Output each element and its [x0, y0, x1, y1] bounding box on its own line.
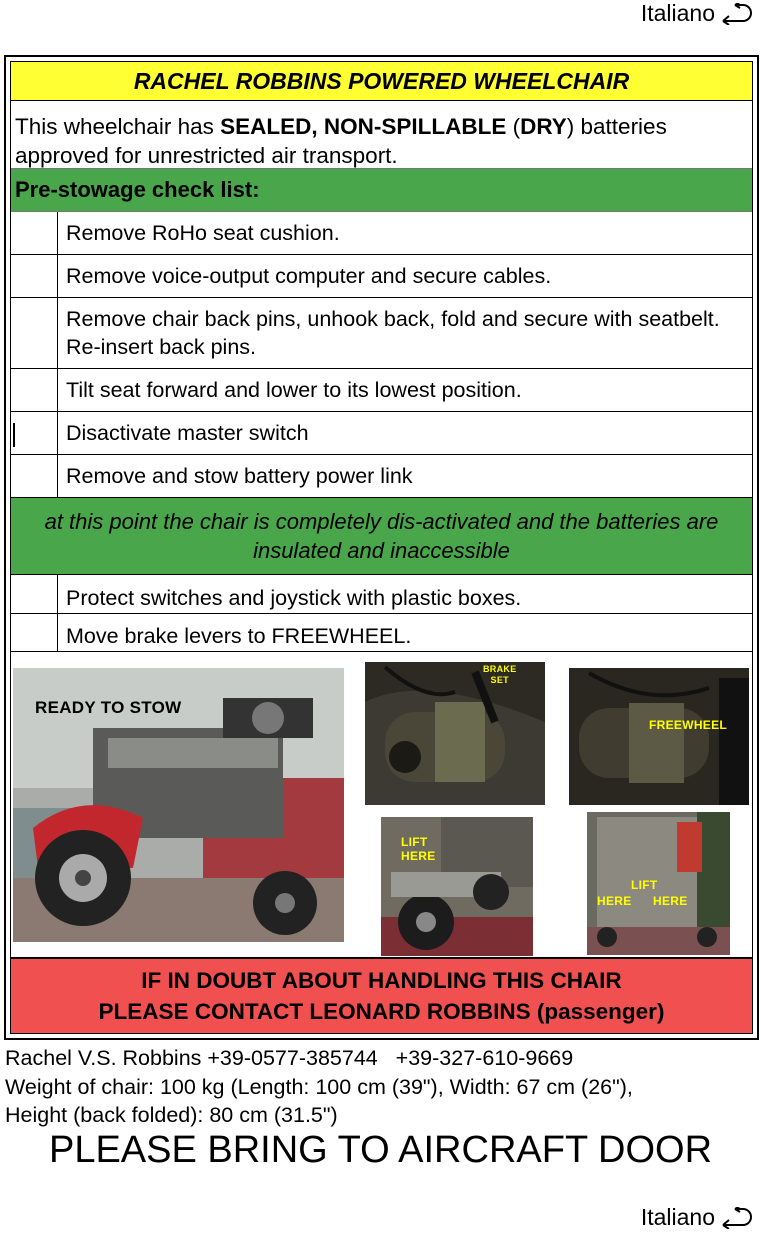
battery-intro	[11, 101, 752, 168]
set-label-line: SET	[490, 675, 509, 685]
deactivated-note: at this point the chair is completely dis-activated and the batteries are insulated and inaccessible	[11, 498, 752, 575]
brake-set-photo	[365, 662, 545, 805]
checklist-item-text: Remove chair back pins, unhook back, fold and secure with seatbelt. Re-insert back pins.	[66, 307, 720, 359]
lift-here-photo-right	[587, 812, 730, 955]
language-link-top[interactable]	[641, 0, 755, 27]
ready-to-stow-label: READY TO STOW	[35, 698, 182, 717]
intro-bold-1: SEALED, NON-SPILLABLE	[220, 114, 507, 139]
checklist-item	[11, 369, 752, 412]
warning-line-2: PLEASE CONTACT LEONARD ROBBINS (passenger)	[98, 999, 665, 1024]
info-card	[4, 55, 759, 1040]
brake-label-line: BRAKE	[483, 664, 517, 674]
here-label-right-1: HERE	[597, 894, 632, 908]
here-label-right-2: HERE	[653, 894, 688, 908]
chair-weight: Weight of chair: 100 kg (Length: 100 cm (39"), Width: 67 cm (26"),	[5, 1074, 633, 1099]
intro-text-3: ) batteries approved for unrestricted air transport.	[15, 114, 667, 168]
lift-here-label-left	[401, 835, 436, 863]
photo-gallery	[11, 652, 752, 957]
info-card-inner	[10, 61, 753, 1034]
checkbox-cell[interactable]	[11, 575, 58, 613]
lift-label-right: LIFT	[631, 878, 658, 892]
return-arrow-icon	[721, 3, 755, 25]
checklist-item	[11, 575, 752, 614]
contact-warning	[11, 957, 752, 1033]
checkbox-cell[interactable]	[11, 614, 58, 651]
intro-text-2: (	[506, 114, 521, 139]
checklist-item-text: Remove voice-output computer and secure cables.	[66, 264, 552, 288]
checkbox-cell[interactable]	[11, 298, 58, 368]
checkbox-cell[interactable]	[11, 255, 58, 297]
checklist-item	[11, 412, 752, 455]
chair-height: Height (back folded): 80 cm (31.5")	[5, 1103, 338, 1127]
checklist-item-text: Remove and stow battery power link	[66, 464, 413, 488]
checkbox-cell[interactable]	[11, 412, 58, 454]
language-link-label: Italiano	[640, 0, 715, 26]
here-label-line: HERE	[401, 849, 436, 863]
checklist-item-text: Move brake levers to FREEWHEEL.	[66, 624, 412, 648]
contact-phone: Rachel V.S. Robbins +39-0577-385744 +39-327-610-9669	[5, 1046, 574, 1070]
lift-label-line: LIFT	[401, 835, 428, 849]
intro-text-1: This wheelchair has	[15, 114, 221, 139]
brake-set-label	[483, 664, 517, 686]
checklist-item	[11, 298, 752, 369]
checklist-header: Pre-stowage check list:	[11, 168, 752, 212]
checkbox-cell[interactable]	[11, 455, 58, 497]
warning-line-1: IF IN DOUBT ABOUT HANDLING THIS CHAIR	[141, 968, 622, 993]
checklist-item	[11, 455, 752, 498]
language-link-bottom[interactable]	[641, 1204, 755, 1231]
ready-to-stow-photo	[13, 668, 344, 942]
language-link-label: Italiano	[640, 1204, 715, 1230]
checklist-item-text: Disactivate master switch	[66, 421, 309, 445]
intro-bold-2: DRY	[520, 114, 567, 139]
checklist-item-text: Remove RoHo seat cushion.	[66, 221, 340, 245]
freewheel-label: FREEWHEEL	[649, 718, 728, 732]
text-cursor	[13, 423, 15, 447]
checkbox-cell[interactable]	[11, 369, 58, 411]
lift-here-photo-left	[381, 817, 533, 956]
freewheel-photo	[569, 668, 749, 805]
return-arrow-icon	[721, 1207, 755, 1229]
checklist-item	[11, 212, 752, 255]
checklist-item-text: Protect switches and joystick with plastic boxes.	[66, 586, 522, 610]
checklist-item-text: Tilt seat forward and lower to its lowest position.	[66, 378, 522, 402]
checklist-item	[11, 614, 752, 652]
aircraft-door-instruction: PLEASE BRING TO AIRCRAFT DOOR	[48, 1129, 713, 1171]
footer-details	[5, 1044, 633, 1130]
card-title: RACHEL ROBBINS POWERED WHEELCHAIR	[11, 62, 752, 101]
checkbox-cell[interactable]	[11, 212, 58, 254]
checklist-item	[11, 255, 752, 298]
